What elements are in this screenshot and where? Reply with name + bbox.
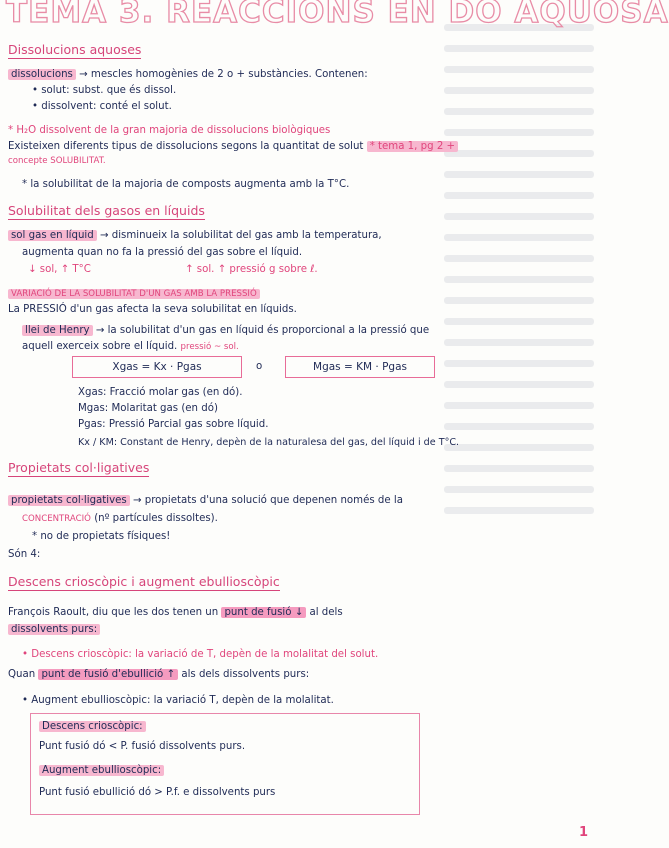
line-variacio-heading: VARIACIÓ DE LA SOLUBILITAT D'UN GAS AMB LA PRESSIÓ (8, 288, 260, 301)
term-propietats: propietats col·ligatives (8, 495, 130, 506)
box-heading-descens: Descens crioscòpic: (39, 720, 146, 733)
box-heading-augment: Augment ebullioscòpic: (39, 764, 164, 777)
line-sol-pressio: ↑ sol. ↑ pressió g sobre ℓ. (185, 264, 318, 275)
line-son4: Són 4: (8, 549, 41, 560)
term-sol-gas: sol gas en líquid (8, 230, 97, 241)
line-descens-crioscopic: • Descens crioscòpic: la variació de T, depèn de la molalitat del solut. (22, 649, 379, 660)
line-dissolucions: dissolucions → mescles homogènies de 2 o + substàncies. Contenen: (8, 68, 368, 81)
line-augment-ebullioscopic: • Augment ebullioscòpic: la variació T, depèn de la molalitat. (22, 695, 334, 706)
line-propietats: propietats col·ligatives → propietats d'una solució que depenen només de la (8, 494, 403, 507)
line-aquell: aquell exerceix sobre el líquid. pressió ~ sol. (22, 341, 239, 352)
line-pressio-gas: La PRESSIÓ d'un gas afecta la seva solubilitat en líquids. (8, 304, 297, 315)
equation-mgas: Mgas = KM · Pgas (285, 356, 435, 378)
box-line-augment: Punt fusió ebullició dó > P.f. e dissolvents purs (39, 787, 276, 798)
tag-tema1: * tema 1, pg 2 + (367, 141, 458, 152)
section-heading-propietats: Propietats col·ligatives (8, 460, 150, 475)
def-pgas: Pgas: Pressió Parcial gas sobre líquid. (78, 419, 269, 430)
def-xgas: Xgas: Fracció molar gas (en dó). (78, 387, 243, 398)
line-no-fisiques: * no de propietats físiques! (32, 531, 171, 542)
line-dissolvents-purs: dissolvents purs: (8, 623, 100, 636)
bleed-through-text (444, 10, 594, 530)
section-heading-descens: Descens crioscòpic i augment ebullioscòpic (8, 574, 280, 589)
def-mgas: Mgas: Molaritat gas (en dó) (78, 403, 218, 414)
line-solut: • solut: subst. que és dissol. (32, 85, 177, 96)
line-raoult: François Raoult, diu que les dos tenen un punt de fusió ↓ al dels (8, 607, 343, 618)
equation-xgas: Xgas = Kx · Pgas (72, 356, 242, 378)
highlight-ebullicio: punt de fusió d'ebullició ↑ (38, 669, 178, 680)
highlight-punt-fusio: punt de fusió ↓ (221, 607, 306, 618)
def-henry-constant: Kx / KM: Constant de Henry, depèn de la naturalesa del gas, del líquid i de T°C. (78, 437, 460, 448)
line-augmenta: augmenta quan no fa la pressió del gas sobre el líquid. (22, 247, 303, 258)
term-dissolucions: dissolucions (8, 69, 76, 80)
term-henry: llei de Henry (22, 325, 93, 336)
line-quan: Quan punt de fusió d'ebullició ↑ als dels dissolvents purs: (8, 669, 310, 680)
line-concepte: concepte SOLUBILITAT. (8, 156, 106, 166)
line-henry: llei de Henry → la solubilitat d'un gas en líquid és proporcional a la pressió que (22, 324, 429, 337)
equation-or: o (256, 361, 263, 372)
box-line-descens: Punt fusió dó < P. fusió dissolvents purs. (39, 741, 246, 752)
line-sol-gas: sol gas en líquid → disminueix la solubilitat del gas amb la temperatura, (8, 229, 382, 242)
page-number: 1 (578, 825, 588, 840)
line-dissolvent: • dissolvent: conté el solut. (32, 101, 172, 112)
page-title: TEMA 3. REACCIONS EN DO AQUOSA (6, 0, 669, 30)
line-tipus: Existeixen diferents tipus de dissolucions segons la quantitat de solut * tema 1, pg 2 + (8, 140, 458, 153)
line-h2o: * H₂O dissolvent de la gran majoria de dissolucions biològiques (8, 125, 331, 136)
section-heading-gasos: Solubilitat dels gasos en líquids (8, 203, 205, 218)
line-concentracio: CONCENTRACIÓ (nº partícules dissoltes). (22, 513, 218, 524)
line-solubilitat-temp: * la solubilitat de la majoria de composts augmenta amb la T°C. (22, 179, 350, 190)
summary-box (30, 713, 420, 815)
section-heading-dissolucions: Dissolucions aquoses (8, 42, 142, 57)
line-sol-temp: ↓ sol, ↑ T°C (28, 264, 91, 275)
